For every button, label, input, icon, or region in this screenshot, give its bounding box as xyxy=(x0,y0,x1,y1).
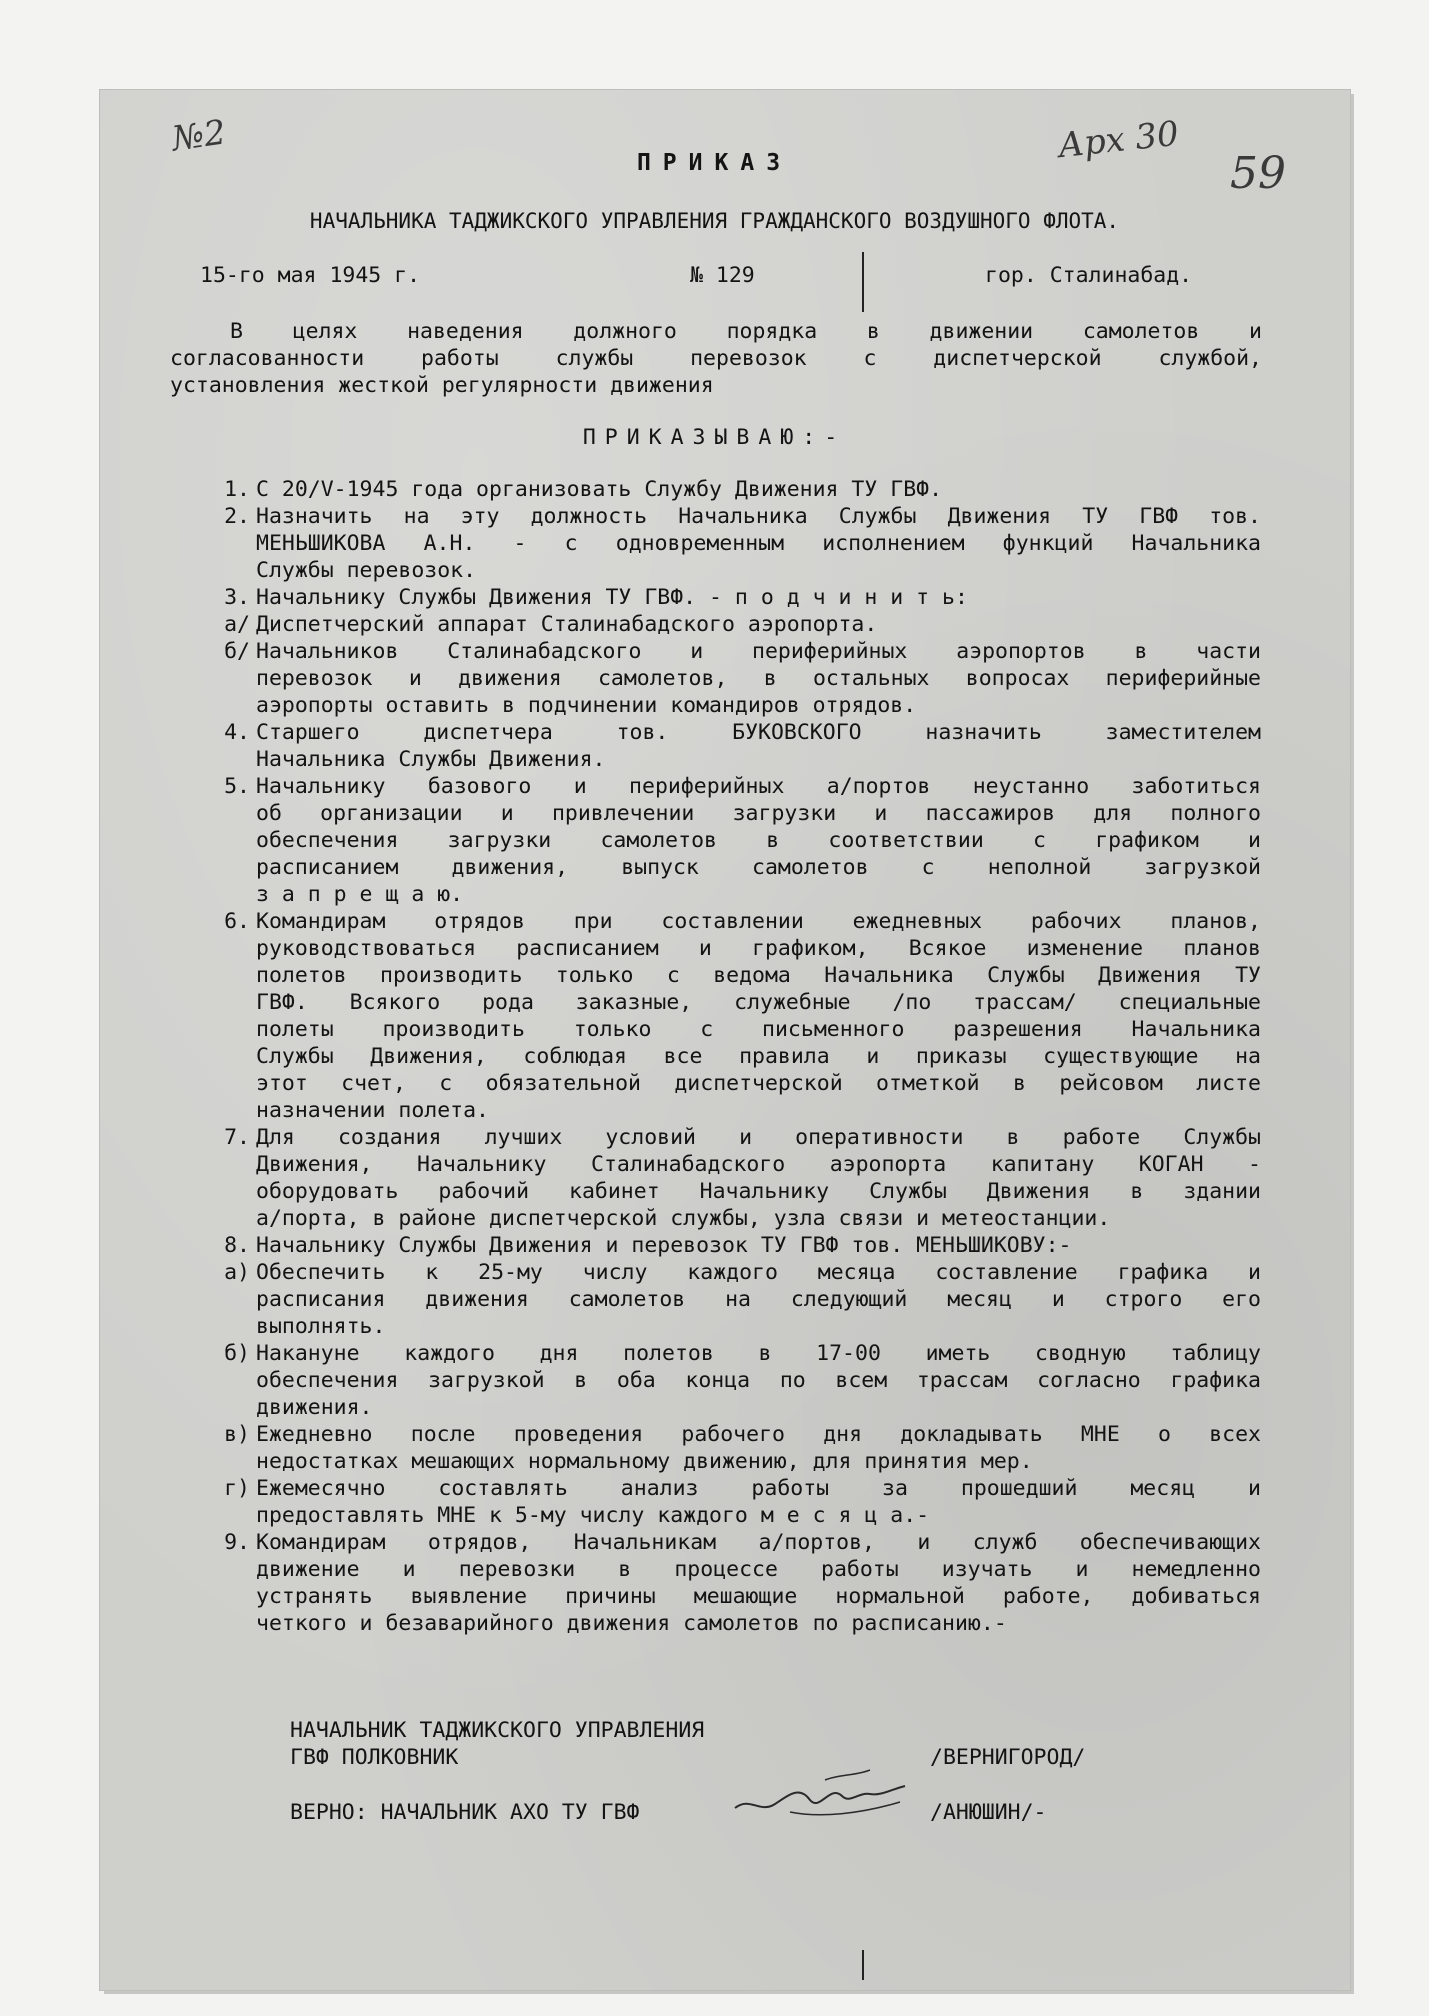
order-item-marker: г) xyxy=(224,1476,250,1501)
order-item-line: Начальнику Службы Движения ТУ ГВФ. - п о д ч и н и т ь: xyxy=(256,585,968,610)
order-item-line: предоставлять МНЕ к 5-му числу каждого м е с я ц а.- xyxy=(256,1503,930,1528)
order-item-text xyxy=(256,1421,1261,1475)
order-item-marker: б) xyxy=(224,1341,250,1366)
order-item-line: Старшего диспетчера тов. БУКОВСКОГО назначить заместителем xyxy=(256,720,1261,745)
order-item-line: Обеспечить к 25-му числу каждого месяца составление графика и xyxy=(256,1260,1261,1285)
order-item xyxy=(0,1475,1429,1529)
order-item-line: Ежемесячно составлять анализ работы за прошедший месяц и xyxy=(256,1476,1261,1501)
order-item-line: Движения, Начальнику Сталинабадского аэропорта капитану КОГАН - xyxy=(256,1152,1261,1177)
order-item-text xyxy=(256,719,1261,773)
order-item-line: назначении полета. xyxy=(256,1098,489,1123)
order-item xyxy=(0,584,1429,611)
order-item-line: недостатках мешающих нормальному движению, для принятия мер. xyxy=(256,1449,1033,1474)
handwritten-page-number: 59 xyxy=(1230,148,1286,199)
order-item-line: четкого и безаварийного движения самолетов по расписанию.- xyxy=(256,1611,1007,1636)
order-number: № 129 xyxy=(690,263,755,288)
order-item xyxy=(0,1259,1429,1340)
order-item-line: перевозок и движения самолетов, в остальных вопросах периферийные xyxy=(256,666,1261,691)
fold-crease xyxy=(862,1950,864,1980)
signature-rank-line: ГВФ ПОЛКОВНИК xyxy=(290,1745,459,1770)
certifier-name: /АНЮШИН/- xyxy=(930,1800,1047,1825)
order-item-line: Начальнику Службы Движения и перевозок ТУ ГВФ тов. МЕНЬШИКОВУ:- xyxy=(256,1233,1072,1258)
document-subtitle: НАЧАЛЬНИКА ТАДЖИКСКОГО УПРАВЛЕНИЯ ГРАЖДАНСКОГО ВОЗДУШНОГО ФЛОТА. xyxy=(309,209,1120,233)
order-item-marker: 4. xyxy=(224,720,250,745)
order-item-marker: б/ xyxy=(224,639,250,664)
preamble xyxy=(170,318,1262,399)
order-item-text xyxy=(256,1124,1261,1232)
order-item xyxy=(0,1529,1429,1637)
order-item-line: обеспечения загрузки самолетов в соответствии с графиком и xyxy=(256,828,1261,853)
order-word: ПРИКАЗЫВАЮ:- xyxy=(582,425,847,450)
order-item-marker: 3. xyxy=(224,585,250,610)
order-item-text xyxy=(256,611,1261,638)
handwritten-number: №2 xyxy=(169,112,229,160)
order-item-line: расписанием движения, выпуск самолетов с неполной загрузкой xyxy=(256,855,1261,880)
order-item-marker: 1. xyxy=(224,477,250,502)
order-item-line: Начальников Сталинабадского и периферийных аэропортов в части xyxy=(256,639,1261,664)
order-item-line: руководствоваться расписанием и графиком, Всякое изменение планов xyxy=(256,936,1261,961)
preamble-line: согласованности работы службы перевозок с диспетчерской службой, xyxy=(170,346,1262,371)
order-item-marker: а) xyxy=(224,1260,250,1285)
order-item xyxy=(0,773,1429,908)
handwritten-archive-mark: Арх 30 xyxy=(1056,113,1181,167)
order-item xyxy=(0,1232,1429,1259)
order-item xyxy=(0,1340,1429,1421)
order-item-line: оборудовать рабочий кабинет Начальнику Службы Движения в здании xyxy=(256,1179,1261,1204)
order-item-text xyxy=(256,503,1261,584)
fold-crease xyxy=(862,252,864,312)
order-item-text xyxy=(256,1340,1261,1421)
order-item-line: полетов производить только с ведома Начальника Службы Движения ТУ xyxy=(256,963,1261,988)
order-item-text xyxy=(256,908,1261,1124)
order-item-line: Для создания лучших условий и оперативности в работе Службы xyxy=(256,1125,1261,1150)
order-item xyxy=(0,503,1429,584)
order-item-line: обеспечения загрузкой в оба конца по всем трассам согласно графика xyxy=(256,1368,1261,1393)
order-item-text xyxy=(256,1475,1261,1529)
order-item xyxy=(0,476,1429,503)
order-item-text xyxy=(256,773,1261,908)
order-item-line: Командирам отрядов, Начальникам а/портов, и служб обеспечивающих xyxy=(256,1530,1261,1555)
order-item-line: Начальнику базового и периферийных а/портов неустанно заботиться xyxy=(256,774,1261,799)
order-item-line: Службы перевозок. xyxy=(256,558,477,583)
order-item-text xyxy=(256,1259,1261,1340)
order-item-marker: а/ xyxy=(224,612,250,637)
order-city: гор. Сталинабад. xyxy=(985,263,1193,288)
order-item-line: МЕНЬШИКОВА А.Н. - с одновременным исполнением функций Начальника xyxy=(256,531,1261,556)
order-item-marker: 9. xyxy=(224,1530,250,1555)
order-item-line: а/порта, в районе диспетчерской службы, узла связи и метеостанции. xyxy=(256,1206,1111,1231)
order-item-text xyxy=(256,638,1261,719)
order-item-line: ГВФ. Всякого рода заказные, служебные /по трассам/ специальные xyxy=(256,990,1261,1015)
order-item-line: Диспетчерский аппарат Сталинабадского аэропорта. xyxy=(256,612,878,637)
order-item-line: устранять выявление причины мешающие нормальной работе, добиваться xyxy=(256,1584,1261,1609)
order-item-text xyxy=(256,1529,1261,1637)
preamble-line: установления жесткой регулярности движения xyxy=(170,373,714,398)
order-item xyxy=(0,638,1429,719)
handwritten-signature xyxy=(730,1766,910,1826)
order-item-line: полеты производить только с письменного разрешения Начальника xyxy=(256,1017,1261,1042)
order-item-marker: в) xyxy=(224,1422,250,1447)
order-item-line: движения. xyxy=(256,1395,373,1420)
order-item-text xyxy=(256,1232,1261,1259)
order-item-line: Начальника Службы Движения. xyxy=(256,747,606,772)
signatory-name: /ВЕРНИГОРОД/ xyxy=(930,1745,1086,1770)
order-item-marker: 2. xyxy=(224,504,250,529)
order-item-text xyxy=(256,584,1261,611)
order-item-line: Службы Движения, соблюдая все правила и приказы существующие на xyxy=(256,1044,1261,1069)
order-item-line: С 20/V-1945 года организовать Службу Движения ТУ ГВФ. xyxy=(256,477,943,502)
order-item-line: Накануне каждого дня полетов в 17-00 иметь сводную таблицу xyxy=(256,1341,1261,1366)
order-item-marker: 8. xyxy=(224,1233,250,1258)
order-date: 15-го мая 1945 г. xyxy=(200,263,421,288)
order-item-line: Назначить на эту должность Начальника Службы Движения ТУ ГВФ тов. xyxy=(256,504,1261,529)
order-item-line: этот счет, с обязательной диспетчерской отметкой в рейсовом листе xyxy=(256,1071,1261,1096)
order-item xyxy=(0,1421,1429,1475)
signature-title-line: НАЧАЛЬНИК ТАДЖИКСКОГО УПРАВЛЕНИЯ xyxy=(290,1718,705,1743)
order-item xyxy=(0,1124,1429,1232)
order-item-line: Командирам отрядов при составлении ежедневных рабочих планов, xyxy=(256,909,1261,934)
order-item-marker: 7. xyxy=(224,1125,250,1150)
certification-line: ВЕРНО: НАЧАЛЬНИК АХО ТУ ГВФ xyxy=(290,1800,640,1825)
order-item-line: выполнять. xyxy=(256,1314,386,1339)
order-item xyxy=(0,719,1429,773)
order-item xyxy=(0,908,1429,1124)
order-item-line: движение и перевозки в процессе работы изучать и немедленно xyxy=(256,1557,1261,1582)
order-item-line: Ежедневно после проведения рабочего дня докладывать МНЕ о всех xyxy=(256,1422,1261,1447)
order-item-line: аэропорты оставить в подчинении командиров отрядов. xyxy=(256,693,917,718)
order-item xyxy=(0,611,1429,638)
order-items xyxy=(0,476,1429,1637)
order-item-line: об организации и привлечении загрузки и пассажиров для полного xyxy=(256,801,1261,826)
order-item-marker: 5. xyxy=(224,774,250,799)
order-item-line: расписания движения самолетов на следующий месяц и строго его xyxy=(256,1287,1261,1312)
order-item-line: з а п р е щ а ю. xyxy=(256,882,464,907)
preamble-line: В целях наведения должного порядка в движении самолетов и xyxy=(230,319,1262,344)
order-item-marker: 6. xyxy=(224,909,250,934)
order-item-text xyxy=(256,476,1261,503)
document-title: ПРИКАЗ xyxy=(636,150,793,176)
